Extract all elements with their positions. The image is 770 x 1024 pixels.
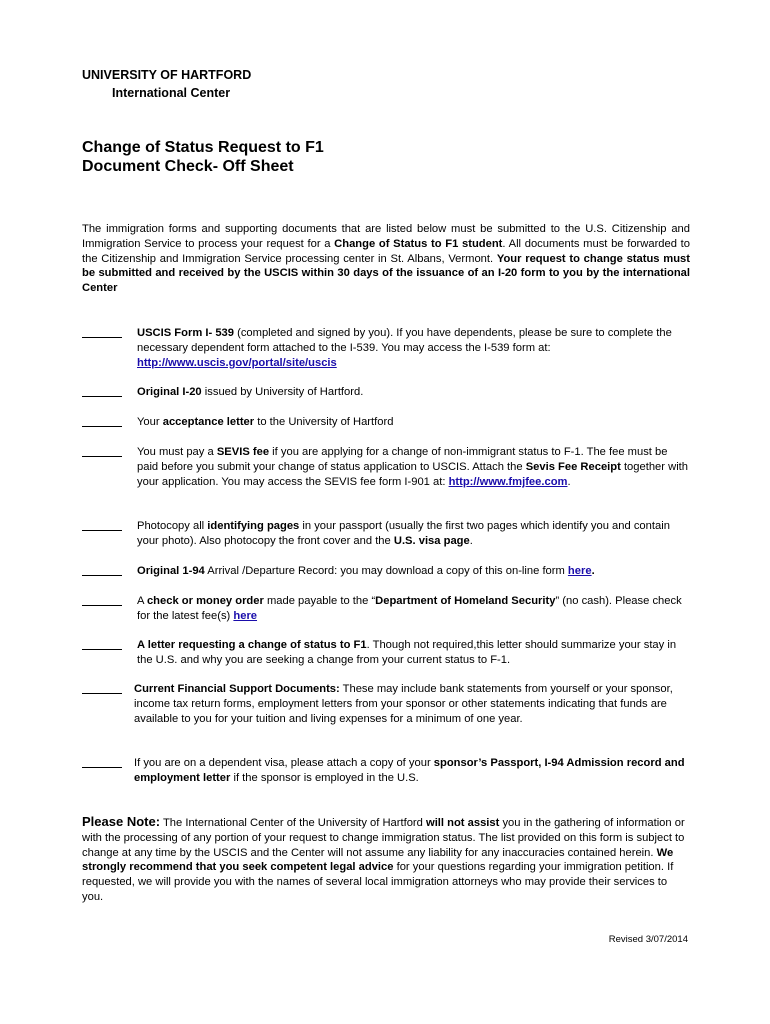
item-bold: Department of Homeland Security xyxy=(375,595,556,607)
item-bold: identifying pages xyxy=(207,520,300,532)
intro-bold-deadline: Your request to change status must be submitted and received by the USCIS within 30 days of the issuance of an I-20 form to you by the international Center xyxy=(82,252,691,295)
item-bold: acceptance letter xyxy=(162,416,255,428)
item-bold: sponsor’s Passport, I-94 Admission record and employment letter xyxy=(134,757,685,784)
item-copy: A xyxy=(137,595,147,607)
checkoff-blank[interactable] xyxy=(82,530,122,531)
checkoff-blank[interactable] xyxy=(82,605,122,606)
item-text xyxy=(137,594,690,624)
note-bold: will not assist xyxy=(426,817,500,829)
department-name: International Center xyxy=(112,86,231,100)
item-text xyxy=(134,682,690,726)
intro-paragraph xyxy=(82,222,690,296)
i94-here-link[interactable]: here xyxy=(567,565,592,577)
checkoff-blank[interactable] xyxy=(82,767,122,768)
document-title xyxy=(82,138,324,176)
checkoff-blank[interactable] xyxy=(82,693,122,694)
item-bold: SEVIS fee xyxy=(216,446,270,458)
checkoff-blank[interactable] xyxy=(82,426,122,427)
item-copy: Your xyxy=(137,416,163,428)
item-copy: . xyxy=(567,475,571,488)
item-text xyxy=(137,564,690,579)
item-copy: together with your application. You may access the SEVIS fee form I-901 at: xyxy=(137,460,689,488)
item-text xyxy=(134,756,690,786)
item-copy: (completed and signed by you). If you have dependents, please be sure to complete the necessary dependent form attached to the I-539. You may access the I-539 form at: xyxy=(137,327,672,354)
item-copy: Photocopy all xyxy=(137,520,208,532)
note-copy: for your questions regarding your immigration petition. If requested, we will provide you with the names of several local immigration attorneys who may provide their services to you. xyxy=(82,861,674,903)
item-text xyxy=(137,385,690,400)
intro-bold-status: Change of Status to F1 student xyxy=(334,237,503,250)
item-copy: to the University of Hartford xyxy=(254,416,394,428)
note-bold: We strongly recommend that you seek competent legal advice xyxy=(82,846,674,874)
item-copy: made payable to the “ xyxy=(263,595,376,607)
item-copy: in your passport (usually the first two pages which identify you and contain your photo). Also photocopy the front cover and the xyxy=(137,520,670,547)
checkoff-blank[interactable] xyxy=(82,456,122,457)
intro-text: The immigration forms and supporting documents that are listed below must be submitted to the U.S. Citizenship and Immigration Service to process your request for a xyxy=(82,223,690,250)
item-copy: issued by University of Hartford. xyxy=(201,386,364,398)
title-line-2: Document Check- Off Sheet xyxy=(82,158,294,175)
item-text xyxy=(137,638,690,668)
item-bold: A letter requesting a change of status to F1 xyxy=(137,639,367,651)
checkoff-blank[interactable] xyxy=(82,575,122,576)
item-bold: U.S. visa page xyxy=(393,534,470,547)
note-copy: The International Center of the University of Hartford xyxy=(160,817,426,829)
item-bold: Sevis Fee Receipt xyxy=(525,460,621,473)
item-bold: Original 1-94 xyxy=(137,565,205,577)
fee-here-link[interactable]: here xyxy=(233,609,258,622)
item-bold: Current Financial Support Documents: xyxy=(134,683,340,695)
item-text xyxy=(137,415,690,430)
item-text xyxy=(137,519,690,549)
title-line-1: Change of Status Request to F1 xyxy=(82,139,324,156)
checkoff-blank[interactable] xyxy=(82,649,122,650)
revision-date: Revised 3/07/2014 xyxy=(608,934,688,945)
item-copy: if you are applying for a change of non-immigrant status to F-1. The fee must be paid before you submit your change of status application to USCIS. Attach the xyxy=(137,446,668,473)
item-bold: USCIS Form I- 539 xyxy=(137,327,234,339)
letterhead xyxy=(82,68,251,100)
please-note-paragraph xyxy=(82,815,690,905)
sevis-fee-link[interactable]: http://www.fmjfee.com xyxy=(448,475,568,488)
item-text xyxy=(137,326,690,370)
checkoff-blank[interactable] xyxy=(82,337,122,338)
item-copy: if the sponsor is employed in the U.S. xyxy=(230,771,419,784)
item-copy: . xyxy=(469,534,473,547)
note-label: Please Note: xyxy=(82,814,161,829)
note-copy: you in the gathering of information or with the processing of any portion of your request to change immigration status. The list provided on this form is subject to change at any time by the USCIS and the Center will not assume any liability for any inaccuracies contained herein. xyxy=(82,817,685,859)
item-copy: These may include bank statements from yourself or your sponsor, income tax return forms, employment letters from your sponsor or other statements indicating that funds are available to you for your tuition and living expenses for a minimum of one year. xyxy=(134,683,673,725)
item-bold: . xyxy=(591,565,595,577)
item-text xyxy=(137,445,690,489)
item-bold: check or money order xyxy=(146,595,264,607)
item-copy: ” (no cash). Please check for the latest fee(s) xyxy=(137,595,682,622)
checkoff-blank[interactable] xyxy=(82,396,122,397)
item-bold: Original I-20 xyxy=(137,386,202,398)
intro-text: . All documents must be forwarded to the Citizenship and Immigration Service processing center in St. Albans, Vermont. xyxy=(82,237,690,265)
item-copy: You must pay a xyxy=(137,446,217,458)
uscis-link[interactable]: http://www.uscis.gov/portal/site/uscis xyxy=(137,356,337,369)
item-copy: If you are on a dependent visa, please attach a copy of your xyxy=(134,757,434,769)
organization-name: UNIVERSITY OF HARTFORD xyxy=(82,68,252,82)
item-copy: . Though not required,this letter should summarize your stay in the U.S. and why you are seeking a change from your current status to F-1. xyxy=(137,639,677,666)
item-copy: Arrival /Departure Record: you may download a copy of this on-line form xyxy=(204,565,568,577)
